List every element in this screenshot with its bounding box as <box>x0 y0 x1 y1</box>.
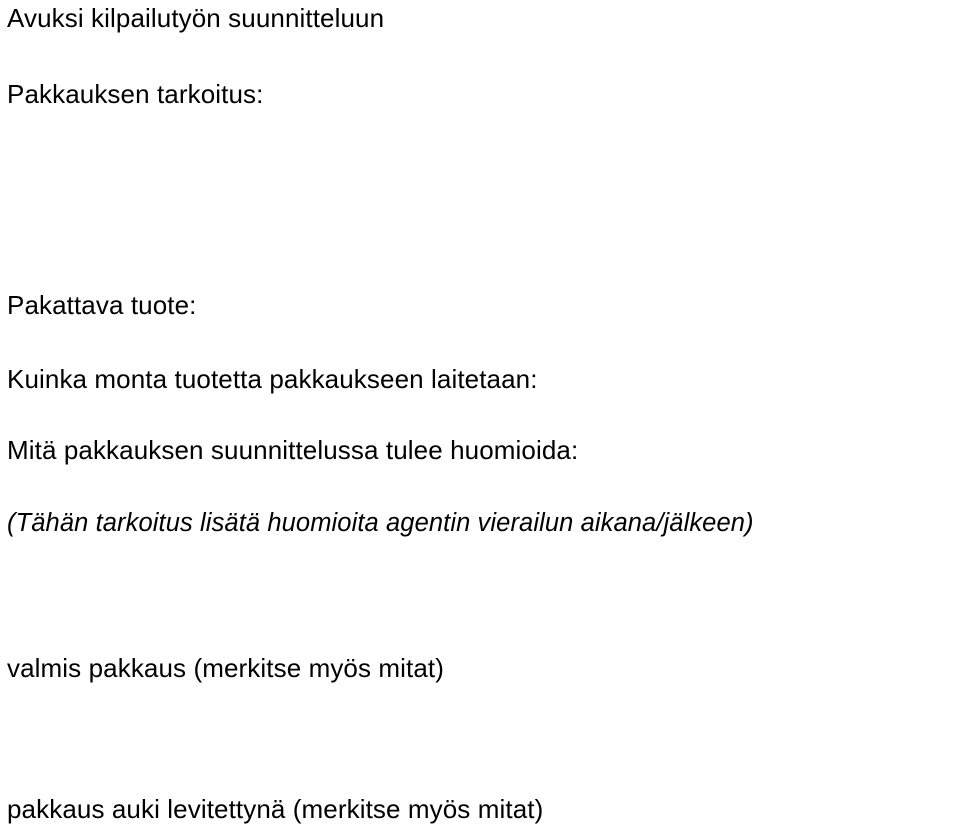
field-label-product: Pakattava tuote: <box>7 290 197 320</box>
document-title: Avuksi kilpailutyön suunnitteluun <box>7 3 385 33</box>
field-label-finished-package: valmis pakkaus (merkitse myös mitat) <box>7 653 445 683</box>
field-label-unfolded-package: pakkaus auki levitettynä (merkitse myös mitat) <box>7 794 544 824</box>
field-label-quantity: Kuinka monta tuotetta pakkaukseen laitetaan: <box>7 364 538 394</box>
field-label-purpose: Pakkauksen tarkoitus: <box>7 79 264 109</box>
field-label-considerations: Mitä pakkauksen suunnittelussa tulee huomioida: <box>7 435 579 465</box>
considerations-note: (Tähän tarkoitus lisätä huomioita agentin vierailun aikana/jälkeen) <box>7 509 754 537</box>
